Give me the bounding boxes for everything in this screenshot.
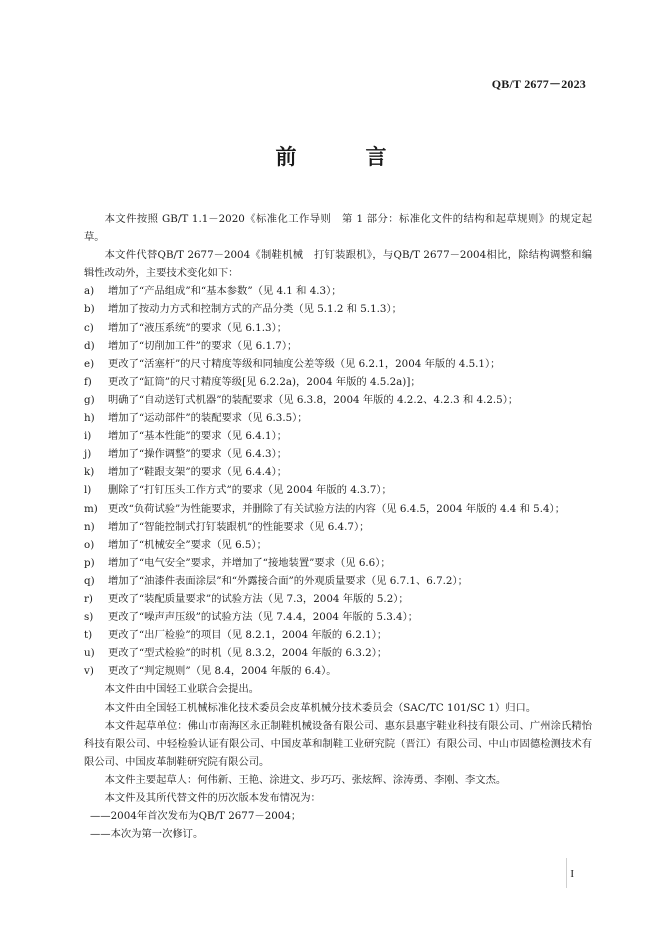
list-item-text: 增加了“智能控制式打钉装跟机”的性能要求（见 6.4.7）；: [108, 520, 370, 533]
list-item-text: 更改了“型式检验”的时机（见 8.3.2，2004 年版的 6.3.2）；: [108, 647, 388, 660]
list-item: [84, 282, 592, 300]
changes-list: [84, 282, 592, 680]
drafting-units-paragraph: 本文件起草单位：佛山市南海区永正制鞋机械设备有限公司、惠东县惠宇鞋业科技有限公司、广州涂氏精怡科技有限公司、中轻检验认证有限公司、中国皮革和制鞋工业研究院（晋江）有限公司、中山市固德检测技术有限公司、中国皮革制鞋研究院有限公司。: [84, 719, 592, 768]
committee-paragraph: 本文件由全国轻工机械标准化技术委员会皮革机械分技术委员会（SAC/TC 101/SC 1）归口。: [104, 701, 537, 714]
list-item-label: p): [84, 556, 95, 569]
list-item-label: q): [84, 574, 95, 587]
list-item: [84, 391, 592, 409]
list-item: [84, 355, 592, 373]
list-item: [84, 409, 592, 427]
list-item-text: 增加了“操作调整”的要求（见 6.4.3）；: [108, 448, 288, 461]
list-item-text: 增加了“鞋跟支架”的要求（见 6.4.4）；: [108, 466, 288, 479]
list-item-text: 增加了“油漆件表面涂层”和“外露接合面”的外观质量要求（见 6.7.1、6.7.2）；: [108, 574, 468, 587]
list-item: [84, 463, 592, 481]
list-item-label: c): [84, 321, 94, 334]
list-item-label: f): [84, 375, 92, 388]
list-item: [84, 626, 592, 644]
history-item: ——2004年首次发布为QB/T 2677－2004；: [90, 810, 302, 823]
list-item: [84, 300, 592, 318]
proposer-paragraph: 本文件由中国轻工业联合会提出。: [104, 683, 260, 696]
list-item: [84, 373, 592, 391]
drafters-paragraph: 本文件主要起草人：何伟新、王艳、涂进文、步巧巧、张炫辉、涂涛勇、李刚、李文杰。: [104, 773, 507, 786]
list-item: [84, 481, 592, 499]
list-item-label: l): [84, 484, 92, 497]
list-item-text: 更改了“活塞杆”的尺寸精度等级和同轴度公差等级（见 6.2.1，2004 年版的 4.5.1）；: [108, 357, 501, 370]
history-intro-paragraph: 本文件及其所代替文件的历次版本发布情况为：: [104, 792, 321, 804]
page-number: I: [570, 868, 574, 880]
list-item-label: k): [84, 466, 95, 479]
list-item: [84, 319, 592, 337]
list-item-text: 增加了“液压系统”的要求（见 6.1.3）；: [108, 321, 288, 334]
list-item-label: v): [84, 665, 94, 678]
list-item: [84, 572, 592, 590]
list-item-label: s): [84, 611, 94, 624]
list-item-label: r): [84, 592, 93, 605]
list-item-text: 更改了“判定规则”（见 8.4，2004 年版的 6.4）。: [108, 665, 337, 678]
list-item: [84, 590, 592, 608]
history-item: ——本次为第一次修订。: [90, 828, 204, 841]
list-item-label: d): [84, 339, 95, 352]
list-item: [84, 337, 592, 355]
list-item-label: t): [84, 629, 93, 642]
list-item: [84, 445, 592, 463]
list-item-text: 增加了“产品组成”和“基本参数”（见 4.1 和 4.3）；: [108, 285, 342, 298]
list-item-text: 更改了“噪声声压级”的试验方法（见 7.4.4，2004 年版的 5.3.4）；: [108, 611, 419, 624]
list-item-text: 增加了“电气安全”要求，并增加了“接地装置”要求（见 6.6）；: [108, 556, 391, 569]
list-item: [84, 662, 592, 680]
list-item-label: u): [84, 647, 95, 660]
list-item-text: 增加了“基本性能”的要求（见 6.4.1）；: [108, 430, 288, 443]
list-item-label: n): [84, 520, 95, 533]
list-item-label: h): [84, 412, 95, 425]
list-item-label: a): [84, 285, 95, 298]
list-item-text: 删除了“打钉压头工作方式”的要求（见 2004 年版的 4.3.7）；: [108, 484, 392, 497]
list-item: [84, 518, 592, 536]
list-item: [84, 644, 592, 662]
list-item-label: b): [84, 303, 95, 316]
list-item-label: o): [84, 538, 95, 551]
list-item-label: g): [84, 393, 95, 406]
document-body: [84, 210, 592, 843]
intro-paragraph-2: 本文件代替QB/T 2677－2004《制鞋机械 打钉装跟机》，与QB/T 2677－2004相比，除结构调整和编辑性改动外，主要技术变化如下：: [84, 249, 592, 280]
list-item-label: m): [84, 502, 98, 515]
list-item-text: 更改了“装配质量要求”的试验方法（见 7.3，2004 年版的 5.2）；: [108, 592, 409, 605]
list-item-label: i): [84, 430, 92, 443]
list-item-text: 增加了“切削加工件”的要求（见 6.1.7）；: [108, 339, 298, 352]
list-item-text: 明确了“自动送钉式机器”的装配要求（见 6.3.8，2004 年版的 4.2.2、4.2.3 和 4.2.5）；: [108, 393, 519, 406]
list-item-text: 增加了“机械安全”要求（见 6.5）；: [108, 538, 267, 551]
intro-paragraph-1: 本文件按照 GB/T 1.1－2020《标准化工作导则 第 1 部分：标准化文件的结构和起草规则》的规定起草。: [84, 213, 592, 244]
list-item: [84, 554, 592, 572]
list-item-text: 更改了“出厂检验”的项目（见 8.2.1，2004 年版的 6.2.1）；: [108, 629, 388, 642]
list-item-text: 增加了“运动部件”的装配要求（见 6.3.5）；: [108, 412, 308, 425]
list-item-text: 增加了按动力方式和控制方式的产品分类（见 5.1.2 和 5.1.3）；: [108, 303, 402, 316]
list-item-label: e): [84, 357, 95, 370]
list-item-label: j): [84, 448, 92, 461]
list-item: [84, 608, 592, 626]
margin-divider: [566, 858, 567, 888]
list-item: [84, 536, 592, 554]
list-item-text: 更改了“缸筒”的尺寸精度等级[见 6.2.2a)，2004 年版的 4.5.2a)]；: [108, 375, 421, 388]
standard-code: QB/T 2677－2023: [491, 77, 586, 91]
page-title: 前 言: [275, 145, 411, 169]
list-item-text: 更改“负荷试验”为性能要求，并删除了有关试验方法的内容（见 6.4.5，2004 年版的 4.4 和 5.4）；: [108, 502, 565, 515]
list-item: [84, 427, 592, 445]
list-item: [84, 500, 592, 518]
